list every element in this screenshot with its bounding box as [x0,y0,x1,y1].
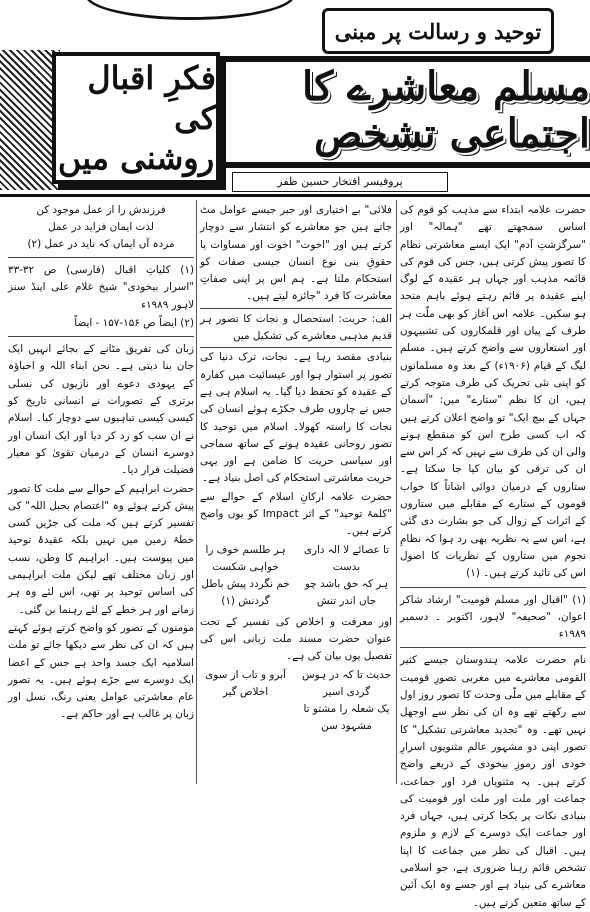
persian-verse [8,202,194,253]
footnote-rule [400,647,586,648]
verse-line: ہر کہ حق باشد چو جاں اندر تنش [304,577,389,607]
verse-line: لذت ایمان فزاید در عمل [48,221,154,233]
side-title-line1: فکرِ اقبال کی [87,59,216,137]
top-decorative-oval [85,0,295,20]
hatch-pattern [0,50,60,190]
column-divider [396,200,397,784]
verse-line: تا عصائے لا الہ داری بدست [303,543,390,573]
main-title-text: مسلم معاشرے کا اجتماعی تشخص [302,63,590,157]
paragraph: حضرت علامہ ارکانِ اسلام کے حوالے سے "کلمۂ توحید" کے اثر Impact کو یوں واضح کرتے ہیں۔ [200,490,392,538]
paragraph: فلائی" بے اختیاری اور جبر جیسے عوامل مٹ جاتے ہیں جو معاشرے کو انتشار سے دوچار کرتے ہیں اور "اخوت" اخوت اور مساوات یا حقوقِ بنی نوع انسان جیسی صفات کو استحکام ملتا ہے۔ ہم اس پر اپنی صفاتِ معاشرت کا فرد "جائزہ لیتے ہیں۔ [200,204,392,303]
verse-line: خم نگردد پیش باطل گردنش (۱) [201,577,290,607]
author-byline [232,172,448,192]
verse-line: آبرو و تاب از سوی اخلاص گیر [205,668,286,698]
right-column [400,202,586,909]
side-title-box [52,52,220,184]
author-name: پروفیسر افتخار حسین ظفر [277,175,403,188]
footnote-rule [8,257,194,258]
footnote: (۱) "اقبال اور مسلم قومیت" ارشاد شاکر اعوان، "صحیفہ" لاہور، اکتوبر ۔ دسمبر ۱۹۸۹ء [400,593,586,641]
banner-text: توحید و رسالت پر مبنی [334,18,542,44]
main-title [210,58,590,162]
persian-verse [200,667,392,735]
column-divider [196,200,197,784]
paragraph: اور معرفت و اخلاص کی تفسیر کے تحت عنوان حضرت مسند ملت زبانی اس کی تفصیل یوں بیان کی ہے۔ [200,615,392,663]
middle-column [200,202,392,739]
footnote: (۱) کلیاتِ اقبال (فارسی) ص ۳۲-۳۳ "اسرار بیخودی" شیخ غلام علی اینڈ سنز لاہور ۱۹۸۹ء [8,264,194,311]
left-column [8,202,194,725]
footnote: (۲) ایضاً ص ۱۵۶-۱۵۷ - ایضاً [74,316,194,329]
verse-line: یک شعلہ را مشتو تا مشہود سن [303,702,390,732]
paragraph: حضرت ابراہیم کے حوالے سے ملت کا تصور پیش کرتے ہوئے وہ "اعتصام بحبل اللہ" کی تفسیر کرتے ہیں کہ ملت کی جڑیں کسی خطۂ زمین میں نہیں بلکہ عقیدۂ توحید میں پیوست ہیں۔ ابراہیم کا وطن، نسب اور زبان مختلف تھے لیکن ملت ابراہیمی کی اساس توحید پر تھی، اس لئے وہ ہر زمانے اور ہر خطے کے لئے رہنما بن گئی۔ [8,482,194,616]
paragraph: زبان کی تفریق مٹانے کے بجائے انہیں ایک جان بنا دیتی ہے۔ نحن ابناء اللہ و احباؤہ کے یہودی دعوے اور نازیوں کی نسلی برتری کے تصورات نے انسانی تاریخ کو کیسی کیسی تباہیوں سے دوچار کیا۔ اسلام نے ان سب کو رد کر دیا اور ایک انسان اور دوسرے انسان کے درمیان تقویٰ کو معیار فضیلت قرار دیا۔ [8,343,194,477]
footnote-rule [8,336,194,337]
side-title-line2: روشنی میں [57,139,215,177]
verse-line: مردہ آں ایماں کہ ناید در عمل (۲) [27,238,175,250]
paragraph: نام حضرت علامہ ہندوستان جیسے کثیر القومی معاشرے میں مغربی تصورِ قومیت کے مقابلے میں ملّی وحدت کا تصور روز اول سے رکھتے تھے وہ ان کی نظر سے اوجھل نہیں تھے۔ وہ "تجدید معاشرتی تشکیل" کا تصور اپنی دو مشہور عالم مثنویوں اسرارِ خودی اور رموزِ بیخودی کے ذریعے واضح کرتے ہیں۔ یہ مثنویاں فرد اور جماعت، جماعت اور ملت اور ملت اور قومیت کی بنیادی نکات پر یکجا کرتی ہیں، جہاں فرد اور جماعت ایک دوسرے کے لازم و ملزوم ہیں۔ اقبال کی نظر میں جماعت کا اپنا تشخص قائم رہنا ضروری ہے، جو اسلامی معاشرے کی بنیاد ہے اور جسے وہ ایک آئین کے ساتھ متعین کرتے ہیں۔ [400,654,586,909]
section-heading: الف: حریت: استحصال و نجات کا تصور ہر قدیم مذہبی معاشرے کی تشکیل میں [200,308,392,349]
paragraph: حضرت علامہ ابتداء سے مذہب کو قوم کی اساس سمجھتے تھے "ہمالہ" اور "سرگزشتِ آدم" ایک ایسے معاشرتی نظام کا تصور پیش کرتی ہیں، جس کی قوم کی قائمہ مذہب اور جہاں ہر عقیدہ کے لوگ اپنے عقیدہ پر قائم رہتے ہوئے باہم متحد ہو سکیں۔ علامہ اس آغاز کو بھی ملّت ہر طرف کے پیاں اور قلمکاروں کی تشبیہوں اور استعاروں سے واضح کرتے ہیں۔ مسلم لیگ کے قیام (۱۹۰۶ء) کے بعد وہ مسلمانوں کو اپنی نئی تحریک کی طرف متوجہ کرتے ہیں، ان کا نظم "ستارے" میں: "آسمان جہاں کے بیچ ایک" تو واضح اعلان کرتے ہیں کہ اب کسی طرح اس کو منقطع ہونے والی ان کی طرف سے نہیں کہ کر اس سے ان کی ترقی کو بیان کیا جا سکتا ہے۔ ستاروں کے درمیان دوائی اشاتاً کا خواب قوموں کے ستارے کے مقابلے میں ستاروں کے اثرات کے زوال کی جو بشارت دی گئی ہے، اس سے یہ نظریہ بھی رد ہوا کہ نظامِ نجوم میں ستاروں کے نظریات کا اصول اس کی تائید کرتے ہیں۔ (۱) [400,204,586,580]
subtitle-banner [322,8,554,54]
header-divider [0,194,590,197]
verse-line: ہر طلسم خوف را خواہی شکست [205,543,286,573]
footnote-rule [400,587,586,588]
article-header [0,0,590,196]
verse-line: فرزندش را از عمل موجود کن [36,204,166,216]
verse-line: حدیث تا کہ در ہوس گردی اسیر [301,668,392,698]
paragraph: بنیادی مقصد رہا ہے۔ نجات، ترک دنیا کی تصور پر استوار ہوا اور عیسائیت میں کفارہ کے عقیدہ کو تحفظ دیا گیا۔ یہ اسلام ہی ہے جس نے چاروں طرف جکڑے ہوئے انسان کی نجات کا راستہ کھولا۔ اسلام میں توحید کا تصور روحانی عقیدہ ہونے کے ساتھ سماجی اور سیاسی حریت کا ضامن ہے اور یہی حریت معاشرتی استحکام کی اصل بنیاد ہے۔ [200,351,392,485]
title-stripe-bottom [210,162,590,168]
persian-verse [200,542,392,610]
paragraph: مومنوں کے تصور کو واضح کرتے ہوئے کہتے ہیں کہ ان کی نظر سے دیکھا جائے تو ملت اسلامیہ ایک جسد واحد ہے جس کے اعضا ایک دوسرے سے جڑے ہوئے ہیں۔ یہ تصور عام معاشرتی عوامل یعنی رنگ، نسل اور زبان پر غالب ہے اور حاکم ہے۔ [8,621,194,721]
